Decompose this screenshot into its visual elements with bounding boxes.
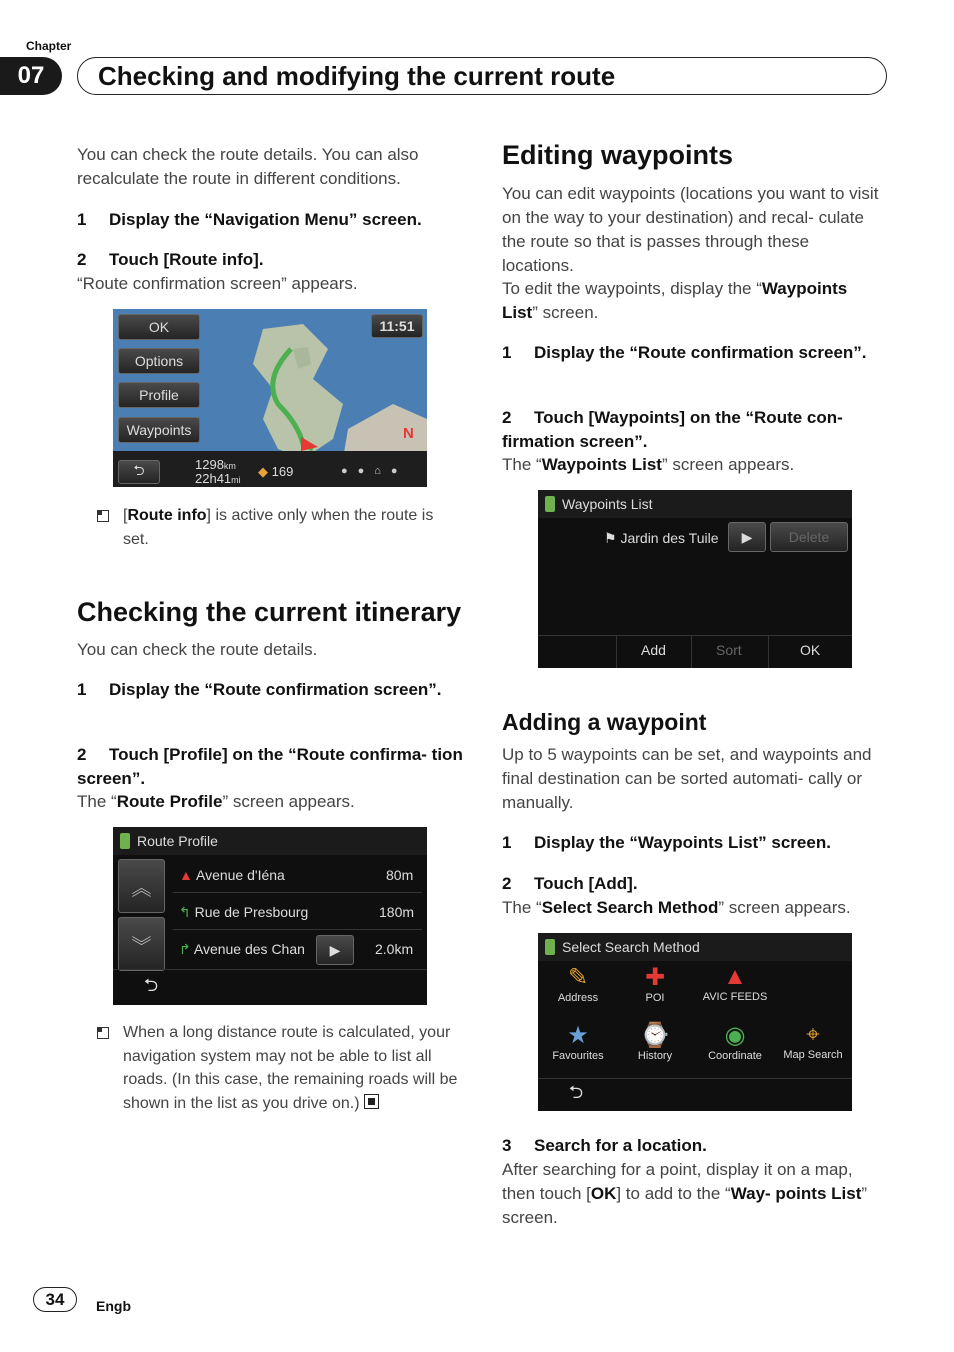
editing-step-1: 1 Display the “Route confirmation screen”. — [502, 343, 867, 362]
turn-left-icon: ↰ — [179, 904, 191, 920]
back-button[interactable] — [546, 1082, 606, 1108]
route-icon — [545, 939, 555, 955]
back-arrow-icon: ⮌ — [568, 1082, 584, 1102]
step-number: 2 — [77, 250, 87, 269]
note-route-info: [Route info] is active only when the route is set. — [123, 504, 458, 551]
note-long-route: When a long distance route is calculated, your navigation system may not be able to list all roads. (In this case, the remaining roads will be shown in the list as you drive on.) — [123, 1021, 458, 1115]
scroll-up-button[interactable] — [118, 859, 165, 913]
step-text: Display the “Navigation Menu” screen. — [109, 210, 422, 229]
avic-feeds-icon: ▲ — [723, 963, 747, 990]
status-icons: ●●⌂● — [341, 465, 408, 477]
language-code: Engb — [96, 1298, 131, 1314]
subsection-title-adding: Adding a waypoint — [502, 709, 707, 735]
sort-button[interactable]: Sort — [716, 642, 742, 658]
add-button[interactable]: Add — [641, 642, 666, 658]
itinerary-step-2-desc: The “Route Profile” screen appears. — [77, 792, 355, 811]
editing-step-2-desc: The “Waypoints List” screen appears. — [502, 455, 795, 474]
adding-step-2: 2 Touch [Add]. — [502, 874, 638, 893]
profile-row[interactable]: ↰ Rue de Presbourg — [179, 904, 309, 920]
map-search-icon: ⌖ — [806, 1021, 820, 1048]
delete-button[interactable]: Delete — [770, 522, 848, 552]
globe-icon: ◉ — [724, 1022, 746, 1049]
adding-step-2-desc: The “Select Search Method” screen appears. — [502, 898, 851, 917]
back-arrow-icon: ⮌ — [133, 462, 145, 478]
profile-row[interactable]: ▲ Avenue d'Iéna — [179, 867, 285, 883]
poi-icon: ✚ — [644, 964, 666, 991]
adding-step-3-desc: After searching for a point, display it on a map, then touch [OK] to add to the “Way- points List” screen. — [502, 1160, 868, 1227]
turn-right-icon: ↱ — [179, 941, 191, 957]
straight-arrow-icon: ▲ — [179, 867, 193, 883]
play-icon: ▶ — [741, 528, 753, 545]
count-value: ◆ 169 — [258, 464, 294, 479]
adding-step-1: 1 Display the “Waypoints List” screen. — [502, 833, 831, 852]
editing-intro: You can edit waypoints (locations you want to visit on the way to your destination) and recal- culate the route so that is passes through these locations. — [502, 184, 879, 275]
adding-intro: Up to 5 waypoints can be set, and waypoints and final destination can be sorted automati- cally or manually. — [502, 745, 872, 812]
favourites-icon: ★ — [567, 1022, 589, 1049]
step-number: 1 — [77, 210, 87, 229]
itinerary-intro: You can check the route details. — [77, 640, 318, 659]
waypoints-list-screenshot — [538, 490, 852, 668]
left-intro: You can check the route details. You can also recalculate the route in different conditions. — [77, 145, 419, 188]
double-chevron-down-icon: ︾ — [131, 935, 152, 958]
play-icon: ▶ — [329, 941, 341, 958]
step-text: Touch [Route info]. — [109, 250, 264, 269]
favourites-tile[interactable]: ★ Favourites — [541, 1021, 615, 1075]
waypoint-expand-button[interactable] — [728, 522, 766, 552]
itinerary-step-1: 1 Display the “Route confirmation screen”. — [77, 680, 442, 699]
back-arrow-icon: ⮌ — [143, 975, 159, 995]
page-number: 34 — [33, 1287, 77, 1312]
route-profile-screenshot — [113, 827, 427, 1005]
waypoint-item[interactable]: ⚑ Jardin des Tuile — [604, 530, 719, 546]
flag-icon: ⚑ — [604, 530, 617, 546]
adding-step-3: 3 Search for a location. — [502, 1136, 707, 1155]
profile-button[interactable]: Profile — [118, 382, 200, 408]
route-icon — [545, 496, 555, 512]
left-step-1 — [77, 208, 467, 232]
note-checkbox-icon — [97, 1027, 109, 1039]
distance-value: 1298km — [195, 457, 236, 472]
history-tile[interactable]: ⌚ History — [618, 1021, 692, 1075]
left-step-2-desc: “Route confirmation screen” appears. — [77, 274, 358, 293]
poi-tile[interactable]: ✚ POI — [618, 963, 692, 1017]
editing-step-2: 2 Touch [Waypoints] on the “Route con- firmation screen”. — [502, 408, 843, 451]
itinerary-step-2: 2 Touch [Profile] on the “Route confirma- tion screen”. — [77, 745, 463, 788]
waypoints-header: Waypoints List — [538, 490, 852, 518]
history-icon: ⌚ — [640, 1022, 670, 1049]
route-icon — [120, 833, 130, 849]
profile-row[interactable]: ↱ Avenue des Chan — [179, 941, 305, 957]
coordinate-tile[interactable]: ◉ Coordinate — [695, 1021, 775, 1075]
end-mark-icon — [364, 1094, 379, 1109]
chapter-label: Chapter — [26, 39, 72, 53]
search-method-screenshot — [538, 933, 852, 1111]
note-checkbox-icon — [97, 510, 109, 522]
compass-icon: N — [403, 425, 414, 442]
back-button[interactable] — [121, 975, 181, 1001]
profile-row-distance: 80m — [386, 867, 414, 883]
expand-button[interactable] — [316, 935, 354, 965]
chapter-title: Checking and modifying the current route — [77, 57, 887, 95]
scroll-down-button[interactable] — [118, 917, 165, 971]
ok-button[interactable]: OK — [118, 314, 200, 340]
waypoints-button[interactable]: Waypoints — [118, 417, 200, 443]
duration-value: 22h41mi — [195, 471, 241, 486]
ok-button[interactable]: OK — [800, 642, 821, 658]
double-chevron-up-icon: ︽ — [131, 877, 152, 900]
avic-feeds-tile[interactable]: ▲ AVIC FEEDS — [695, 963, 775, 1017]
editing-intro-2: To edit the waypoints, display the “Waypoints List” screen. — [502, 279, 848, 322]
left-step-2 — [77, 248, 467, 272]
section-title-editing: Editing waypoints — [502, 140, 734, 170]
route-confirmation-screenshot — [113, 309, 427, 487]
profile-row-distance: 180m — [379, 904, 415, 920]
route-profile-header: Route Profile — [113, 827, 427, 855]
chapter-number: 07 — [0, 57, 62, 95]
map-search-tile[interactable]: ⌖ Map Search — [775, 1021, 851, 1075]
profile-row-distance: 2.0km — [375, 941, 414, 957]
section-title-itinerary: Checking the current itinerary — [77, 597, 462, 627]
options-button[interactable]: Options — [118, 348, 200, 374]
address-icon: ✎ — [567, 964, 589, 991]
clock-display: 11:51 — [371, 314, 423, 338]
back-button[interactable] — [118, 460, 160, 484]
address-tile[interactable]: ✎ Address — [541, 963, 615, 1017]
search-method-header: Select Search Method — [538, 933, 852, 961]
